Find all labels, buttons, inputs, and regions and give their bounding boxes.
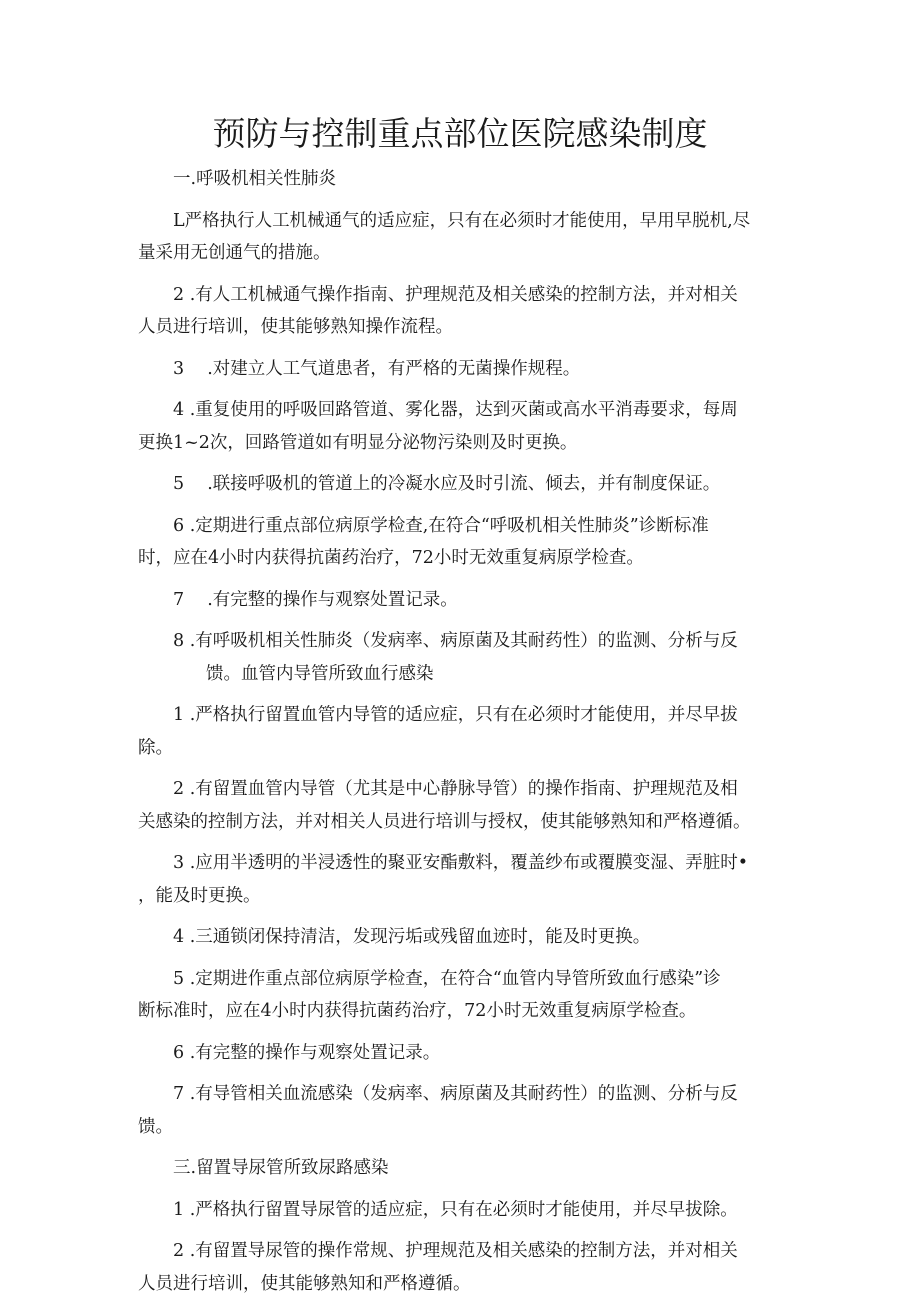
text-line: 2 .有留置血管内导管（尤其是中心静脉导管）的操作指南、护理规范及相 [173,779,738,799]
text-line: 6 .定期进行重点部位病原学检查,在符合“呼吸机相关性肺炎”诊断标准 [173,515,709,536]
paragraph-gap [138,1185,788,1194]
text-line: 人员进行培训，使其能够熟知和严格遵循。 [138,1273,471,1294]
text-line: 6 .有完整的操作与观察处置记录。 [173,1042,441,1063]
paragraph-gap [138,912,788,921]
paragraph-gap [138,196,788,205]
document-title: 预防与控制重点部位医院感染制度 [212,114,708,153]
text-line: 5 .定期进作重点部位病原学检查，在符合“血管内导管所致血行感染”诊 [173,968,721,989]
paragraph-gap [138,838,788,847]
text-line: ，能及时更换。 [138,885,261,906]
text-line: 一.呼吸机相关性肺炎 [173,169,337,189]
text-line: 3 .应用半透明的半浸透性的聚亚安酯敷料，覆盖纱布或覆膜变湿、弄脏时• [173,853,749,873]
text-line: 人员进行培训，使其能够熟知操作流程。 [138,317,453,337]
text-line: 4 .重复使用的呼吸回路管道、雾化器，达到灭菌或高水平消毒要求，每周 [173,400,738,420]
paragraph-gap [138,501,788,510]
text-line: 3 .对建立人工气道患者，有严格的无菌操作规程。 [173,358,581,379]
text-line: 馈。血管内导管所致血行感染 [206,663,434,684]
text-line: L严格执行人工机械通气的适应症，只有在必须时才能使用，早用早脱机,尽 [173,210,751,231]
text-line: 4 .三通锁闭保持清洁，发现污垢或残留血迹时，能及时更换。 [173,927,651,947]
text-line: 量采用无创通气的措施。 [138,243,331,263]
text-line: 2 .有人工机械通气操作指南、护理规范及相关感染的控制方法，并对相关 [173,284,738,305]
text-line: 7 .有导管相关血流感染（发病率、病原菌及其耐药性）的监测、分析与反 [173,1084,738,1104]
paragraph-gap [138,575,788,584]
paragraph-gap [138,344,788,353]
text-line: 2 .有留置导尿管的操作常规、护理规范及相关感染的控制方法，并对相关 [173,1241,738,1261]
paragraph-gap [138,459,788,468]
paragraph-gap [138,1069,788,1078]
paragraph-gap [138,270,788,279]
paragraph-gap [138,616,788,625]
text-line: 更换1~2次，回路管道如有明显分泌物污染则及时更换。 [138,432,578,453]
text-line: 1 .严格执行留置导尿管的适应症，只有在必须时才能使用，并尽早拔除。 [173,1199,738,1220]
text-line: 8 .有呼吸机相关性肺炎（发病率、病原菌及其耐药性）的监测、分析与反 [173,631,738,651]
text-line: 1 .严格执行留置血管内导管的适应症，只有在必须时才能使用，并尽早拔 [173,705,738,725]
paragraph-gap [138,1226,788,1235]
text-line: 除。 [138,737,173,758]
paragraph-gap [138,1028,788,1037]
paragraph-gap [138,690,788,699]
text-line: 三.留置导尿管所致尿路感染 [173,1158,389,1178]
text-line: 关感染的控制方法，并对相关人员进行培训与授权，使其能够熟知和严格遵循。 [138,811,751,832]
text-line: 断标准时，应在4小时内获得抗菌药治疗，72小时无效重复病原学检查。 [138,1001,697,1021]
document-body [138,163,788,1300]
paragraph-gap [138,385,788,394]
paragraph-gap [138,954,788,963]
paragraph-gap [138,764,788,773]
text-line: 馈。 [138,1116,173,1137]
paragraph-gap [138,1143,788,1152]
text-line: 7 .有完整的操作与观察处置记录。 [173,589,458,610]
text-line: 5 .联接呼吸机的管道上的冷凝水应及时引流、倾去，并有制度保证。 [173,474,721,494]
text-line: 时，应在4小时内获得抗菌药治疗，72小时无效重复病原学检查。 [138,548,644,568]
